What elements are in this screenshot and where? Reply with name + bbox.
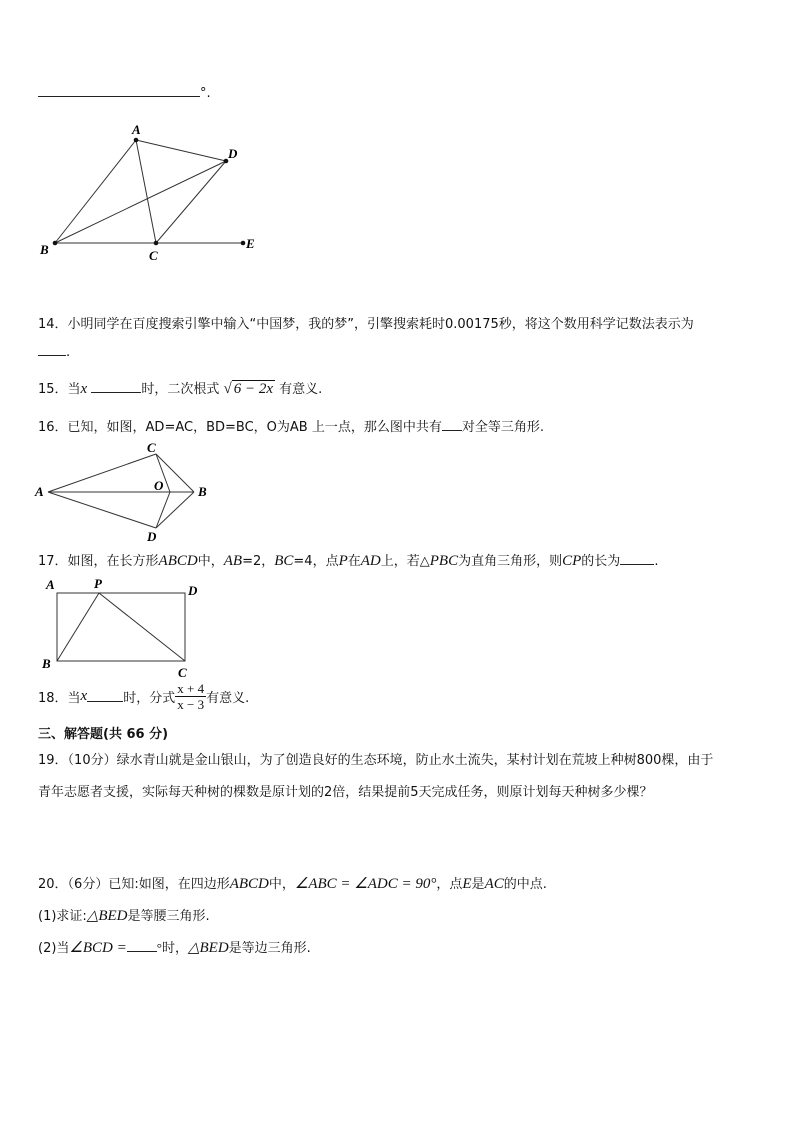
segment-do <box>156 492 170 528</box>
q20-part1-pre: (1)求证: <box>38 909 87 924</box>
q15-mid: 时，二次根式 <box>141 382 220 397</box>
q18-post: 有意义. <box>206 691 250 706</box>
label-c: C <box>178 665 187 680</box>
label-a: A <box>46 577 55 592</box>
label-d: D <box>228 146 238 161</box>
q14-blank <box>38 345 66 356</box>
q20-pre: 20．（6分）已知:如图，在四边形 <box>38 877 230 892</box>
q13-suffix: °. <box>200 86 211 101</box>
segment-cd <box>156 161 226 243</box>
q17-tail: . <box>654 554 659 569</box>
q20-part1-triangle: △BED <box>86 908 128 924</box>
q18-blank <box>87 691 123 702</box>
label-d: D <box>188 583 198 598</box>
q17-post: 的长为 <box>581 554 621 569</box>
q17-pre: 17．如图，在长方形 <box>38 554 159 569</box>
q16-blank <box>442 420 462 431</box>
question-15 <box>38 378 322 398</box>
segment-bd <box>55 161 226 243</box>
q13-answer-line <box>38 86 211 101</box>
q15-sqrt: √ 6 − 2x <box>223 381 274 397</box>
section-3-title: 三、解答题(共 66 分) <box>38 727 169 742</box>
q20-part2-blank <box>127 941 157 952</box>
label-o: O <box>154 478 164 493</box>
q17-abcd: ABCD <box>158 553 198 569</box>
q20-part1-post: 是等腰三角形. <box>127 909 210 924</box>
q20-angles: ∠ABC = ∠ADC = 90° <box>294 876 437 892</box>
q15-pre: 15．当 <box>38 382 81 397</box>
q20-part2-post: 是等边三角形. <box>228 941 311 956</box>
label-p: P <box>94 576 102 591</box>
segment-ab <box>55 140 136 243</box>
q17-p: P <box>338 553 348 569</box>
q20-ac: AC <box>484 876 504 892</box>
question-20-part-2 <box>38 937 311 957</box>
segment-db <box>156 492 194 528</box>
q17-eq2: =4，点 <box>293 554 339 569</box>
q17-pbc: PBC <box>429 553 459 569</box>
q18-fraction <box>175 681 206 712</box>
q17-cp: CP <box>562 553 582 569</box>
q18-pre: 18．当 <box>38 691 81 706</box>
q15-radicand: 6 − 2x <box>233 381 274 397</box>
question-16 <box>38 416 544 435</box>
rectangle-abcd <box>57 593 185 661</box>
question-18 <box>38 681 249 712</box>
q18-mid: 时，分式 <box>123 691 176 706</box>
q15-post: 有意义. <box>279 382 323 397</box>
figure-q16 <box>30 440 220 546</box>
q17-eq1: =2， <box>242 554 275 569</box>
q18-numerator: x + 4 <box>177 681 205 696</box>
label-b: B <box>198 484 207 499</box>
q20-mid: 中， <box>268 877 295 892</box>
q16-post: 对全等三角形. <box>461 420 544 435</box>
segment-pb <box>57 593 99 661</box>
q14-tail: . <box>66 345 71 360</box>
q13-blank <box>38 86 200 97</box>
segment-ac <box>48 454 156 492</box>
q20-part2-degree: ° <box>156 940 162 955</box>
q20-mid3: 是 <box>471 877 485 892</box>
q17-mid4: 为直角三角形，则 <box>458 554 563 569</box>
q20-part2-pre: (2)当 <box>38 941 70 956</box>
q20-post: 的中点. <box>503 877 547 892</box>
q20-e: E <box>462 876 472 892</box>
q17-mid3: 上，若△ <box>380 554 430 569</box>
label-b: B <box>40 242 49 257</box>
label-b: B <box>42 656 51 671</box>
q17-mid1: 中， <box>197 554 224 569</box>
label-c: C <box>147 440 156 455</box>
q16-pre: 16．已知，如图，AD=AC，BD=BC，O为AB 上一点，那么图中共有 <box>38 420 442 435</box>
q20-part2-mid: 时， <box>161 941 188 956</box>
question-19-line-2: 青年志愿者支援，实际每天种树的棵数是原计划的2倍，结果提前5天完成任务，则原计划每天种树多少棵？ <box>38 785 653 800</box>
q20-abcd: ABCD <box>229 876 269 892</box>
segment-ad <box>48 492 156 528</box>
q20-part2-triangle: △BED <box>187 940 229 956</box>
question-14 <box>38 313 694 332</box>
q18-var: x <box>80 688 88 704</box>
segment-ad <box>136 140 226 161</box>
q20-part2-angle: ∠BCD = <box>69 940 127 956</box>
question-20 <box>38 873 547 893</box>
question-17 <box>38 550 658 570</box>
q17-mid2: 在 <box>347 554 361 569</box>
q17-ad: AD <box>360 553 381 569</box>
segment-pc <box>99 593 185 661</box>
figure-q17 <box>30 574 220 684</box>
q20-mid2: ，点 <box>436 877 463 892</box>
segment-ac <box>136 140 156 243</box>
label-a: A <box>35 484 44 499</box>
figure-q13 <box>30 118 270 268</box>
label-e: E <box>246 236 255 251</box>
q15-var: x <box>80 381 88 397</box>
label-d: D <box>147 529 157 544</box>
q15-blank <box>91 382 141 393</box>
q17-ab: AB <box>223 553 243 569</box>
question-14-answer <box>38 345 70 360</box>
q14-text: 14．小明同学在百度搜索引擎中输入“中国梦，我的梦”，引擎搜索耗时0.00175秒，将这个数用科学记数法表示为 <box>38 317 694 332</box>
label-a: A <box>132 122 141 137</box>
q18-denominator: x − 3 <box>177 697 205 712</box>
label-c: C <box>149 248 158 263</box>
q17-bc: BC <box>274 553 294 569</box>
question-19-line-1: 19．（10分）绿水青山就是金山银山，为了创造良好的生态环境，防止水土流失，某村计划在荒坡上种树800棵，由于 <box>38 753 714 768</box>
q17-blank <box>620 554 654 565</box>
question-20-part-1 <box>38 905 210 925</box>
